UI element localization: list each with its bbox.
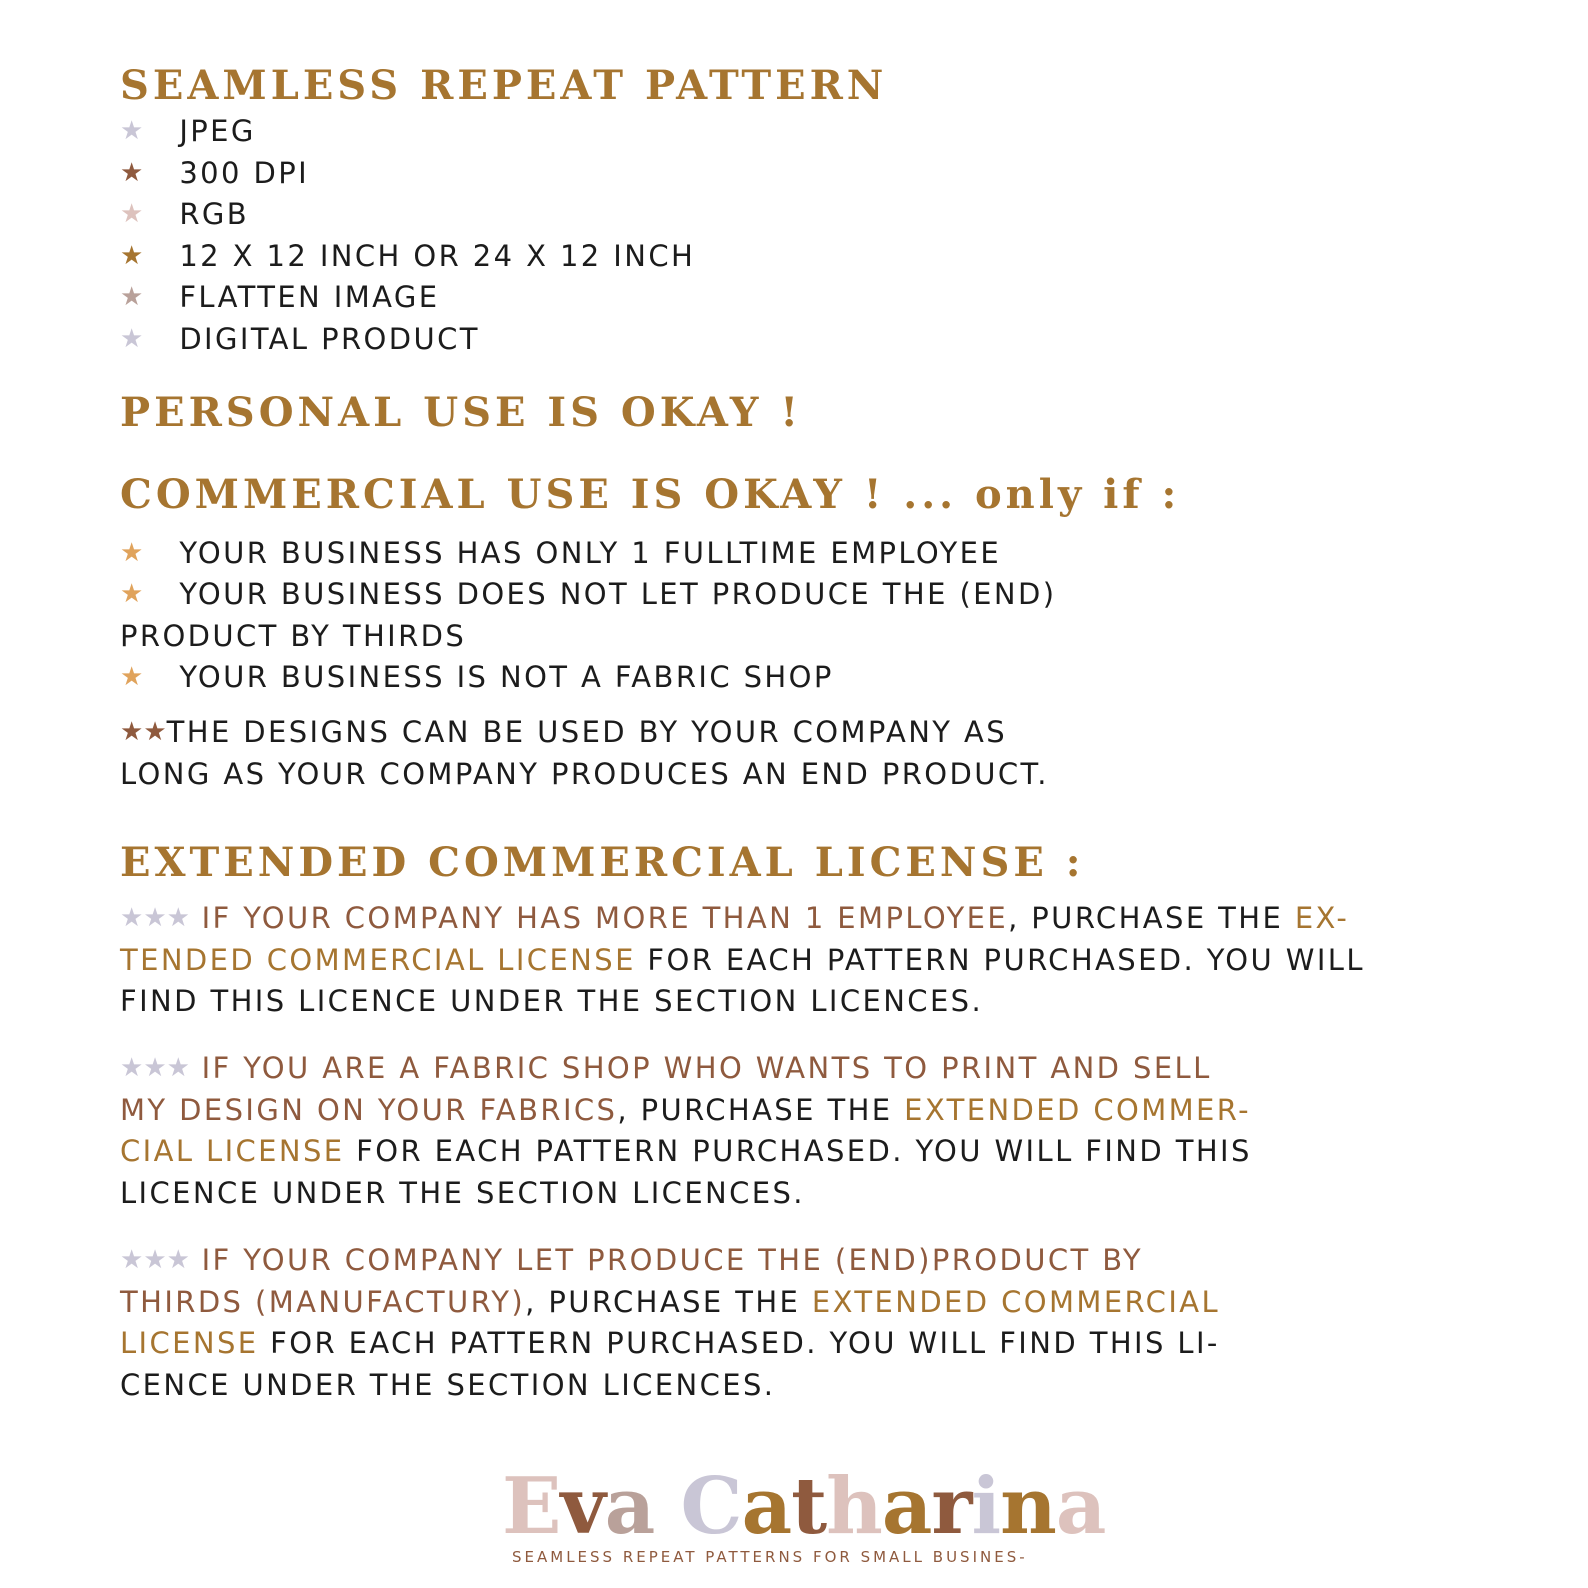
star-icon: ★ bbox=[120, 158, 144, 188]
extended-license-title: EXTENDED COMMERCIAL LICENSE : bbox=[120, 839, 1085, 886]
star-icon: ★ bbox=[120, 579, 144, 609]
list-item bbox=[120, 536, 1002, 570]
extended-paragraph-1 bbox=[120, 901, 1350, 935]
list-item bbox=[120, 197, 250, 231]
list-item bbox=[120, 280, 440, 314]
list-item-label: FLATTEN IMAGE bbox=[179, 280, 440, 314]
brand-tagline: SEAMLESS REPEAT PATTERNS FOR SMALL BUSINES- bbox=[512, 1548, 1028, 1566]
note-line: LONG AS YOUR COMPANY PRODUCES AN END PRODUCT. bbox=[120, 757, 1049, 791]
star-icon: ★ bbox=[120, 903, 144, 933]
list-item-label: YOUR BUSINESS DOES NOT LET PRODUCE THE (END) bbox=[179, 577, 1057, 611]
list-item-label: YOUR BUSINESS IS NOT A FABRIC SHOP bbox=[179, 660, 834, 694]
body-text: , PURCHASE THE bbox=[617, 1093, 905, 1127]
logo-letter: a bbox=[881, 1461, 932, 1552]
logo-letter: t bbox=[791, 1461, 827, 1552]
star-icon: ★ bbox=[166, 903, 190, 933]
star-icon: ★ bbox=[143, 1245, 167, 1275]
list-item bbox=[120, 660, 834, 694]
list-item-label: 300 DPI bbox=[179, 156, 310, 190]
logo-letter: r bbox=[931, 1461, 972, 1552]
highlight-text: IF YOUR COMPANY HAS MORE THAN 1 EMPLOYEE bbox=[201, 901, 1009, 935]
star-icon: ★ bbox=[143, 1053, 167, 1083]
logo-letter: C bbox=[680, 1461, 742, 1552]
logo-letter: v bbox=[560, 1461, 605, 1552]
brand-logo bbox=[502, 1461, 1106, 1552]
list-item bbox=[120, 156, 310, 190]
list-item-label: DIGITAL PRODUCT bbox=[179, 322, 480, 356]
note-line: THE DESIGNS CAN BE USED BY YOUR COMPANY AS bbox=[166, 715, 1008, 749]
star-icon: ★ bbox=[120, 1053, 144, 1083]
paragraph-line bbox=[120, 1093, 1252, 1127]
paragraph-line bbox=[120, 1285, 1221, 1319]
logo-letter: h bbox=[826, 1461, 882, 1552]
paragraph-line bbox=[120, 1134, 1252, 1168]
star-icon: ★ bbox=[120, 1245, 144, 1275]
star-icon: ★ bbox=[143, 903, 167, 933]
list-item-label: YOUR BUSINESS HAS ONLY 1 FULLTIME EMPLOYEE bbox=[179, 536, 1002, 570]
logo-letter: a bbox=[1055, 1461, 1106, 1552]
section-title-seamless: SEAMLESS REPEAT PATTERN bbox=[120, 62, 888, 109]
paragraph-line bbox=[120, 1326, 1220, 1360]
body-text: FOR EACH PATTERN PURCHASED. YOU WILL FIND THIS LI- bbox=[258, 1326, 1220, 1360]
logo-letter: a bbox=[604, 1461, 655, 1552]
star-icon: ★ bbox=[120, 116, 144, 146]
logo-letter: n bbox=[1000, 1461, 1056, 1552]
license-link-text: CIAL LICENSE bbox=[120, 1134, 345, 1168]
body-text: FOR EACH PATTERN PURCHASED. YOU WILL FIND THIS bbox=[344, 1134, 1252, 1168]
list-item bbox=[120, 577, 1057, 611]
list-item bbox=[120, 322, 480, 356]
license-link-text: EX- bbox=[1294, 901, 1350, 935]
paragraph-line: CENCE UNDER THE SECTION LICENCES. bbox=[120, 1368, 776, 1402]
star-icon: ★ bbox=[120, 282, 144, 312]
logo-letter bbox=[654, 1461, 680, 1552]
license-link-text: TENDED COMMERCIAL LICENSE bbox=[120, 943, 636, 977]
list-item-label: RGB bbox=[179, 197, 250, 231]
logo-letter: a bbox=[741, 1461, 792, 1552]
star-icon: ★ bbox=[120, 324, 144, 354]
extended-paragraph-3 bbox=[120, 1243, 1144, 1277]
list-item bbox=[120, 239, 696, 273]
star-icon: ★ bbox=[166, 1053, 190, 1083]
star-icon: ★ bbox=[120, 241, 144, 271]
body-text: , PURCHASE THE bbox=[1008, 901, 1295, 935]
logo-letter: E bbox=[502, 1461, 561, 1552]
commercial-note bbox=[120, 715, 1008, 749]
paragraph-line: LICENCE UNDER THE SECTION LICENCES. bbox=[120, 1176, 805, 1210]
star-icon: ★ bbox=[120, 199, 144, 229]
logo-letter: i bbox=[971, 1461, 1001, 1552]
highlight-text: IF YOUR COMPANY LET PRODUCE THE (END)PRODUCT BY bbox=[201, 1243, 1144, 1277]
body-text: FOR EACH PATTERN PURCHASED. YOU WILL bbox=[635, 943, 1365, 977]
paragraph-line bbox=[120, 943, 1365, 977]
commercial-use-title: COMMERCIAL USE IS OKAY ! ... only if : bbox=[120, 471, 1181, 518]
star-icon: ★ bbox=[120, 538, 144, 568]
body-text: , PURCHASE THE bbox=[525, 1285, 812, 1319]
personal-use-title: PERSONAL USE IS OKAY ! bbox=[120, 389, 802, 436]
highlight-text: MY DESIGN ON YOUR FABRICS bbox=[120, 1093, 618, 1127]
license-link-text: EXTENDED COMMER- bbox=[904, 1093, 1252, 1127]
star-icon: ★ bbox=[166, 1245, 190, 1275]
highlight-text: THIRDS (MANUFACTURY) bbox=[120, 1285, 526, 1319]
star-icon: ★ bbox=[120, 662, 144, 692]
list-item-label: 12 X 12 INCH OR 24 X 12 INCH bbox=[179, 239, 696, 273]
paragraph-line: FIND THIS LICENCE UNDER THE SECTION LICENCES. bbox=[120, 984, 984, 1018]
license-link-text: EXTENDED COMMERCIAL bbox=[811, 1285, 1221, 1319]
highlight-text: IF YOU ARE A FABRIC SHOP WHO WANTS TO PRINT AND SELL bbox=[201, 1051, 1212, 1085]
list-item-continuation: PRODUCT BY THIRDS bbox=[120, 619, 467, 653]
list-item-label: JPEG bbox=[179, 114, 256, 148]
star-icon: ★ bbox=[143, 717, 167, 747]
license-link-text: LICENSE bbox=[120, 1326, 259, 1360]
list-item bbox=[120, 114, 256, 148]
extended-paragraph-2 bbox=[120, 1051, 1212, 1085]
star-icon: ★ bbox=[120, 717, 144, 747]
